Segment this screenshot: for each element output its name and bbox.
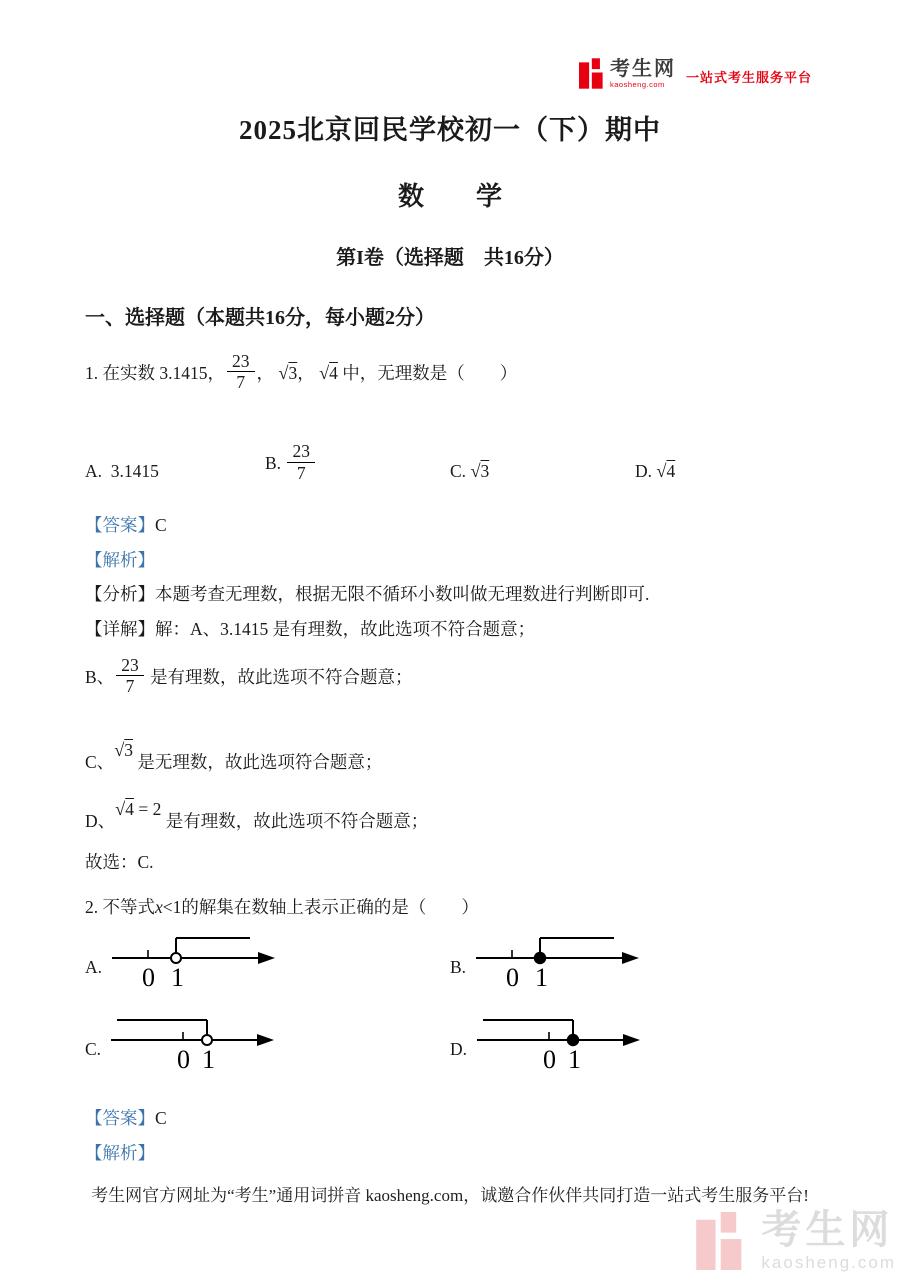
footer-notice: 考生网官方网址为“考生”通用词拼音 kaosheng.com，诚邀合作伙伴共同打造一站式考生服务平台! (91, 1186, 809, 1205)
question-1 (85, 352, 517, 392)
kaosheng-watermark-icon (691, 1212, 753, 1270)
q2-number: 2. (85, 897, 99, 917)
answer-label: 【答案】 (85, 515, 155, 535)
q1-explain-b: B、 $\frac{23}{7}$ 是有理数，故此选项不符合题意； (85, 655, 413, 697)
q1-option-c-sqrt: √3 (470, 461, 490, 481)
q1-analysis-title: 【解析】 (85, 550, 155, 570)
question-2 (85, 894, 479, 919)
kaosheng-watermark (691, 1210, 896, 1271)
q1-explain-d: D、√4 = 2 是有理数，故此选项不符合题意； (85, 799, 429, 831)
q2-answer-line (85, 1105, 167, 1130)
q2-option-c: C. 0 1 (85, 1010, 289, 1072)
q2-diagram-row-1 (0, 928, 900, 1000)
section-heading: 一、选择题（本题共16分，每小题2分） (85, 307, 435, 329)
q1-option-b: B. $\frac{23}{7}$ (265, 442, 317, 482)
q2-diagram-row-2 (0, 1010, 900, 1082)
svg-text:1: 1 (202, 1045, 216, 1072)
numberline-closed-circle-left (475, 1010, 655, 1072)
q1-detail-line: 【详解】解：A、3.1415 是有理数，故此选项不符合题意； (85, 619, 536, 639)
q1-options-row (0, 428, 900, 488)
watermark-name: 考生网 (761, 1208, 894, 1252)
svg-text:0: 0 (177, 1045, 191, 1072)
q1-conclusion: 故选：C. (85, 852, 154, 872)
svg-text:1: 1 (171, 963, 185, 990)
q1-comma2: ， (297, 362, 315, 383)
q1-explain-c: C、√3 是无理数，故此选项符合题意； (85, 740, 383, 772)
q1-option-b-fraction: $\frac{23}{7}$ (285, 442, 317, 482)
brand-domain: kaosheng.com (609, 79, 665, 89)
kaosheng-logo-icon (579, 58, 606, 89)
q1-answer-value: C (155, 515, 167, 535)
svg-text:0: 0 (506, 963, 520, 990)
page-title: 2025北京回民学校初一（下）期中 (239, 115, 661, 145)
q2-option-d: D. 0 1 (450, 1010, 655, 1072)
q2-inequality: <1 (162, 897, 182, 917)
explain-d-math: √4 = 2 (115, 799, 162, 819)
kaosheng-logo (579, 58, 812, 89)
q1-fraction: $\frac{23}{7}$ (225, 352, 257, 392)
svg-text:1: 1 (535, 963, 549, 990)
subject-title: 数 学 (397, 182, 502, 211)
svg-text:1: 1 (568, 1045, 582, 1072)
answer-label: 【答案】 (85, 1108, 155, 1128)
svg-text:0: 0 (543, 1045, 557, 1072)
numberline-open-circle-left (109, 1010, 289, 1072)
numberline-open-circle-right (110, 928, 290, 990)
q1-text-before: 在实数 3.1415， (102, 362, 225, 383)
svg-text:0: 0 (142, 963, 156, 990)
numberline-closed-circle-right (474, 928, 654, 990)
explain-b-fraction: $\frac{23}{7}$ (114, 656, 146, 696)
q1-sqrt3: √3 (278, 362, 298, 383)
q2-answer-value: C (155, 1108, 167, 1128)
brand-name: 考生网 (609, 57, 676, 80)
q2-option-a: A. 0 1 (85, 928, 290, 990)
brand-tagline: 一站式考生服务平台 (685, 70, 812, 85)
q1-answer-line (85, 512, 167, 537)
watermark-domain: kaosheng.com (761, 1253, 896, 1272)
q1-sqrt4: √4 (319, 362, 338, 383)
explain-c-sqrt: √3 (114, 740, 134, 760)
q1-option-d: D. √4 (635, 461, 676, 481)
q1-text-after: 中，无理数是（ ） (342, 362, 518, 383)
part-heading: 第I卷（选择题 共16分） (336, 247, 564, 269)
q2-variable: x (155, 897, 163, 917)
q1-option-d-sqrt: √4 (656, 461, 676, 481)
q2-option-b: B. 0 1 (450, 928, 654, 990)
q1-option-a: A. 3.1415 (85, 461, 159, 481)
q1-comma1: ， (256, 362, 274, 383)
q1-analysis-line: 【分析】本题考查无理数，根据无限不循环小数叫做无理数进行判断即可. (85, 584, 650, 604)
q1-number: 1. (85, 362, 99, 383)
q2-analysis-title: 【解析】 (85, 1143, 155, 1163)
q2-text-after: 的解集在数轴上表示正确的是（ ） (181, 897, 479, 917)
q1-option-c: C. √3 (450, 461, 490, 481)
q2-text-before: 不等式 (102, 897, 155, 917)
